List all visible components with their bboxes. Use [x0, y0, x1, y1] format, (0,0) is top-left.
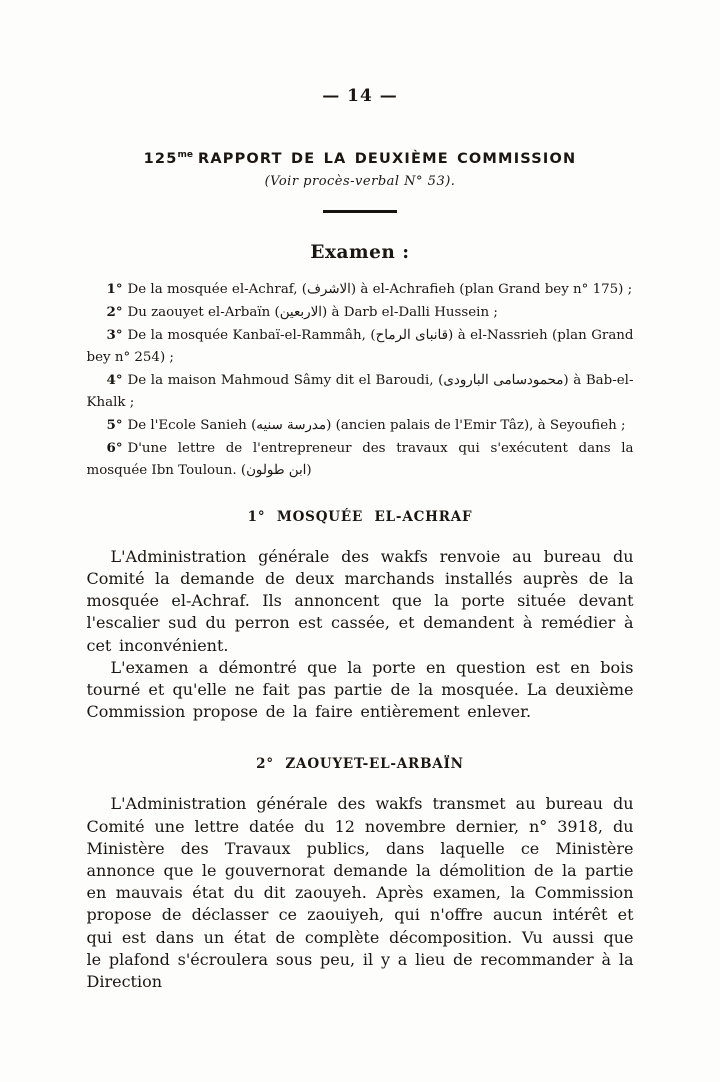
item-text: Du zaouyet el-Arbaïn (الاربعين) à Darb el-Dalli Hussein ;	[127, 304, 498, 320]
list-item	[87, 369, 634, 414]
item-number: 3°	[106, 326, 123, 343]
report-title	[0, 150, 720, 167]
item-number: 4°	[106, 371, 123, 388]
examen-heading: Examen :	[310, 241, 410, 263]
list-item	[87, 301, 634, 324]
item-number: 6°	[106, 439, 123, 456]
item-text: De la maison Mahmoud Sâmy dit el Baroudi, (محمودسامى البارودى) à Bab-el-Khalk ;	[86, 372, 634, 410]
report-title-superscript: me	[177, 150, 193, 160]
list-item	[87, 324, 634, 369]
page-number: — 14 —	[322, 86, 398, 106]
section-mosquee-el-achraf	[87, 509, 634, 724]
list-item	[87, 278, 634, 301]
paragraph: L'examen a démontré que la porte en question est en bois tourné et qu'elle ne fait pas partie de la mosquée. La deuxième Commission propose de la faire entièrement enlever.	[86, 657, 634, 722]
item-number: 1°	[106, 280, 123, 297]
item-number: 5°	[106, 416, 123, 433]
section-zaouyet-el-arbain	[87, 756, 634, 993]
report-title-text: RAPPORT DE LA DEUXIÈME COMMISSION	[197, 150, 577, 167]
section-heading: 2° ZAOUYET-EL-ARBAÏN	[256, 756, 464, 773]
paragraph: L'Administration générale des wakfs transmet au bureau du Comité une lettre datée du 12 novembre dernier, n° 3918, du Ministère des Travaux publics, dans laquelle ce Ministère annonce que le gouvernorat demande la démolition de la partie en mauvais état du dit zaouyeh. Après examen, la Commission propose de déclasser ce zaouiyeh, qui n'offre aucun intérêt et qui est dans un état de complète décomposition. Vu aussi que le plafond s'écroulera sous peu, il y a lieu de recommander à la Direction	[86, 794, 634, 992]
item-text: De l'Ecole Sanieh (مدرسة سنيه) (ancien palais de l'Emir Tâz), à Seyoufieh ;	[127, 417, 626, 433]
report-subtitle: (Voir procès-verbal N° 53).	[264, 173, 456, 189]
list-item	[87, 414, 634, 437]
document-body	[87, 278, 634, 993]
item-number: 2°	[106, 303, 123, 320]
section-heading: 1° MOSQUÉE EL-ACHRAF	[247, 508, 473, 525]
list-item	[87, 437, 634, 482]
examen-item-list	[87, 278, 634, 482]
item-text: De la mosquée Kanbaï-el-Rammâh, (قانباى الرماح) à el-Nassrieh (plan Grand bey n° 254) ;	[86, 327, 634, 365]
item-text: De la mosquée el-Achraf, (الاشرف) à el-Achrafieh (plan Grand bey n° 175) ;	[127, 281, 633, 297]
paragraph: L'Administration générale des wakfs renvoie au bureau du Comité la demande de deux marchands installés auprès de la mosquée el-Achraf. Ils annoncent que la porte située devant l'escalier sud du perron est cassée, et demandent à remédier à cet inconvénient.	[86, 546, 634, 655]
report-title-number: 125	[143, 150, 178, 167]
item-text: D'une lettre de l'entrepreneur des travaux qui s'exécutent dans la mosquée Ibn Touloun. (ابن طولون)	[86, 440, 634, 478]
divider-rule	[323, 210, 397, 213]
